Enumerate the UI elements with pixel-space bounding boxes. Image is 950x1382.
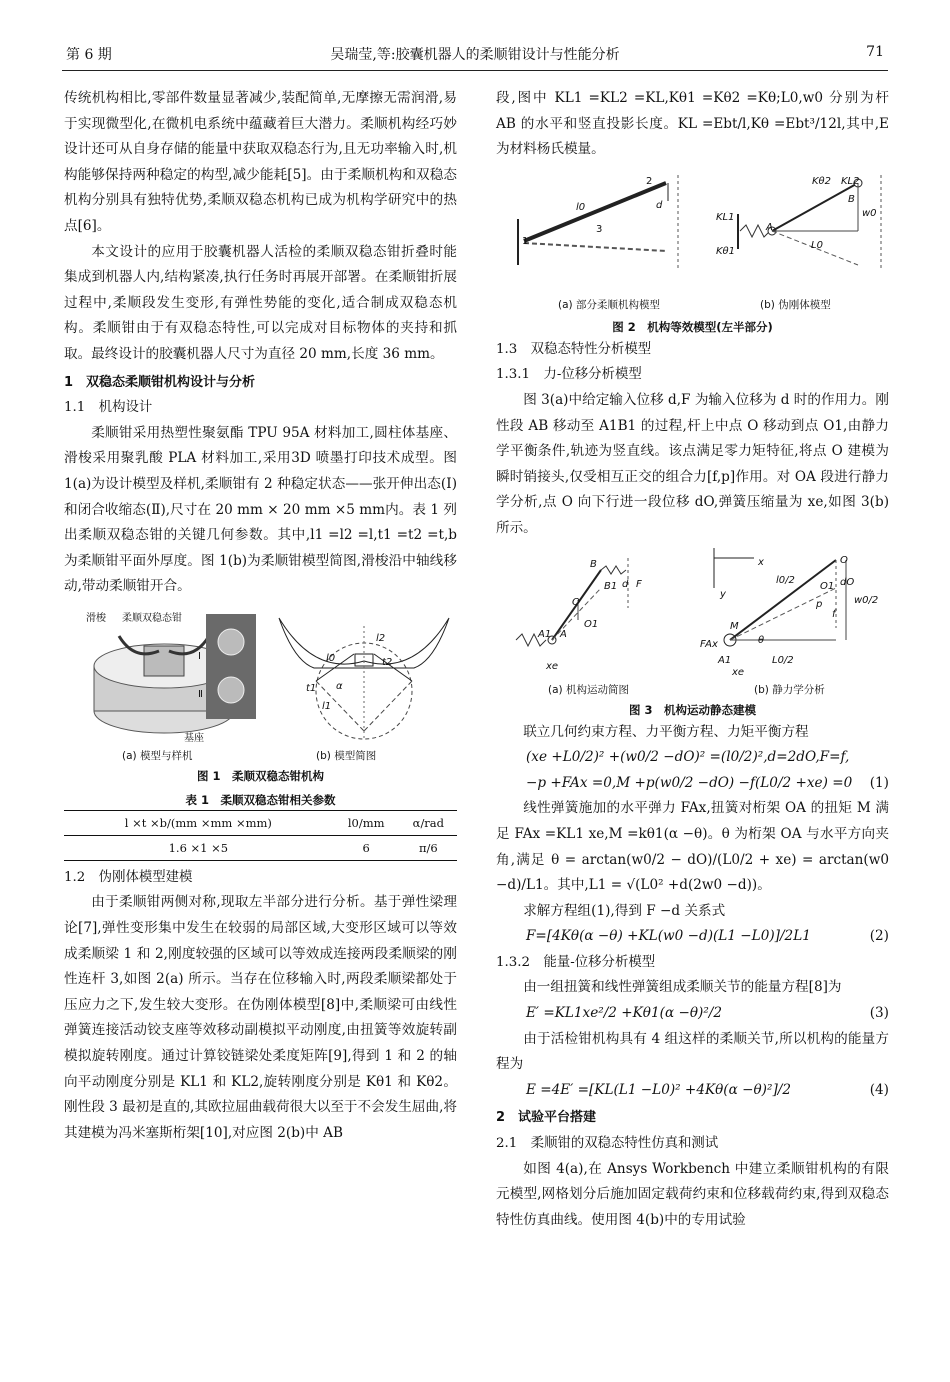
table-cell: 1.6 ×1 ×5 — [168, 840, 229, 855]
figure-1 — [64, 606, 457, 764]
label-O1: O1 — [584, 618, 599, 630]
label-w0-half: w0/2 — [854, 594, 879, 606]
paragraph: 由于活检钳机构具有 4 组这样的柔顺关节,所以机构的能量方程为 — [496, 1030, 889, 1073]
table-header: l0/mm — [347, 815, 385, 830]
paragraph: 由一组扭簧和线性弹簧组成柔顺关节的能量方程[8]为 — [523, 979, 842, 996]
label-KL2: KL2 — [841, 175, 860, 187]
subsection-heading: 1.3 双稳态特性分析模型 — [496, 341, 652, 357]
label-f: f — [832, 608, 836, 620]
sym-alpha: α — [336, 680, 343, 692]
label-2: 2 — [646, 175, 653, 187]
label-O1-b: O1 — [820, 580, 835, 592]
rigid-link-3 — [524, 183, 666, 241]
paragraph: 传统机构相比,零部件数量显著减少,装配简单,无摩擦无需润滑,易于实现微型化,在微机电系统中蕴藏着巨大潜力。柔顺机构经巧妙设计还可从自身存储的能量中获取双稳态行为,且无功率输入时,机构能够保持两种稳定的构型,减少能耗[5]。由于柔顺机构和双稳态机构分别具有独特优势,柔顺双稳态机构已成为机构学研究中的热点[6]。 — [64, 90, 457, 234]
label-M: M — [730, 620, 739, 632]
subsection-heading: 1.1 机构设计 — [64, 400, 153, 416]
equation-number: (3) — [869, 1005, 889, 1022]
table-header: α/rad — [412, 815, 445, 830]
equation-4: E =4E′ =[KL(L1 −L0)² +4Kθ(α −θ)²]/2 (4) — [496, 1078, 889, 1104]
subsection-heading: 1.2 伪刚体模型建模 — [64, 869, 193, 885]
label-xe: xe — [546, 660, 559, 672]
label-base: 基座 — [184, 732, 204, 744]
table-1-caption: 表 1 柔顺双稳态钳相关参数 — [185, 792, 336, 807]
running-title: 吴瑞莹,等:胶囊机器人的柔顺钳设计与性能分析 — [330, 47, 620, 63]
label-B: B — [590, 558, 597, 570]
label-w0: w0 — [862, 207, 877, 219]
subcaption-b: (b) 伪刚体模型 — [760, 298, 831, 311]
subsection-heading: 1.3.1 力-位移分析模型 — [496, 367, 642, 383]
figure-3 — [496, 548, 889, 698]
sym-l1: l1 — [322, 700, 332, 712]
page-header — [0, 44, 950, 66]
label-B: B — [848, 193, 855, 205]
label-Ktheta1: Kθ1 — [716, 245, 736, 257]
label-A: A — [766, 221, 773, 233]
label-y: y — [720, 588, 726, 600]
subcaption-a: (a) 机构运动简图 — [548, 683, 629, 696]
paragraph: 柔顺钳采用热塑性聚氨酯 TPU 95A 材料加工,圆柱体基座、滑梭采用聚乳酸 PLA 材料加工,采用3D 喷墨打印技术成型。图 1(a)为设计模型及样机,柔顺钳有 2 种稳定状态——张开伸出态(Ⅰ)和闭合收缩态(Ⅱ),尺寸在 20 mm × 20 mm ×5 mm内。表 1 列出柔顺双稳态钳的关键几何参数。其中,l1 =l2 =l,t1 =t2 =t,b 为柔顺钳平面外厚度。图 1(b)为柔顺钳模型简图,滑梭沿中轴线移动,带动柔顺钳开合。 — [64, 424, 457, 595]
figure-1-caption: 图 1 柔顺双稳态钳机构 — [196, 768, 324, 783]
label-A1: A1 — [538, 628, 552, 640]
equation-number: (1) — [869, 774, 889, 791]
prototype-state2 — [218, 677, 244, 703]
equation-number: (2) — [869, 928, 889, 945]
table-header: l ×t ×b/(mm ×mm ×mm) — [124, 815, 272, 830]
label-3: 3 — [596, 223, 603, 235]
subsection-heading: 1.3.2 能量-位移分析模型 — [496, 954, 656, 970]
header-rule — [62, 70, 888, 71]
label-x: x — [758, 556, 764, 568]
label-F: F — [636, 578, 642, 590]
table-cell: 6 — [362, 840, 370, 855]
paragraph: 线性弹簧施加的水平弹力 FAx,扭簧对桁架 OA 的扭矩 M 满足 FAx =KL1 xe,M =kθ1(α −θ)。θ 为桁架 OA 与水平方向夹角,满足 θ = arctan(w0/2 − dO)/(L0/2 + xe) = arctan(w0 −d)/L1。其中,L1 = √(L0² +d(2w0 −d))。 — [496, 800, 889, 894]
left-column — [64, 86, 457, 1146]
label-L0: L0 — [811, 239, 823, 251]
label-FAx: FAx — [700, 638, 718, 650]
subcaption-b: (b) 静力学分析 — [754, 683, 825, 696]
paragraph: 图 3(a)中给定输入位移 d,F 为输入位移为 d 时的作用力。刚性段 AB 移动至 A1B1 的过程,杆上中点 O 移动到点 O1,由静力学平衡条件,轨迹为竖直线。该点满足零力矩特征,将点 O 建模为瞬时销接头,仅受相互正交的组合力[f,p]作用。对 OA 段进行静力学分析,点 O 向下行进一段位移 dO,弹簧压缩量为 xe,如图 3(b) 所示。 — [496, 391, 889, 536]
sym-l0: l0 — [326, 652, 336, 664]
label-p: p — [816, 598, 823, 610]
label-O-b: O — [840, 554, 848, 566]
sym-t1: t1 — [306, 682, 317, 694]
label-Ktheta2: Kθ2 — [812, 175, 832, 187]
prototype-state1 — [218, 629, 244, 655]
paragraph: 求解方程组(1),得到 F −d 关系式 — [523, 902, 726, 919]
label-state1: Ⅰ — [198, 650, 201, 662]
right-column — [496, 86, 889, 1233]
subsection-heading: 2.1 柔顺钳的双稳态特性仿真和测试 — [496, 1136, 719, 1152]
label-O: O — [572, 596, 580, 608]
rigid-link-dashed — [524, 243, 666, 251]
label-l0-half: l0/2 — [776, 574, 795, 586]
table-1 — [64, 810, 457, 861]
equation-2: F=[4Kθ(α −θ) +KL(w0 −d)(L1 −L0)]/2L1 (2) — [496, 924, 889, 950]
figure-3-caption: 图 3 机构运动静态建模 — [628, 702, 756, 717]
label-B1: B1 — [604, 580, 618, 592]
issue-number: 第 6 期 — [66, 47, 112, 63]
equation-1b: −p +FAx =0,M +p(w0/2 −dO) −f(L0/2 +xe) =0 (1) — [496, 771, 889, 797]
label-slider: 滑梭 — [86, 612, 106, 624]
label-theta: θ — [758, 634, 765, 646]
table-row — [64, 835, 457, 860]
label-dO: dO — [840, 576, 855, 588]
label-KL1: KL1 — [716, 211, 735, 223]
section-heading: 2 试验平台搭建 — [496, 1110, 597, 1126]
paragraph: 由于柔顺钳两侧对称,现取左半部分进行分析。基于弹性梁理论[7],弹性变形集中发生在较弱的局部区域,大变形区域可以等效成柔顺梁 1 和 2,刚度较强的区域可以等效成连接两段柔顺梁的刚性连杆 3,如图 2(a) 所示。当存在位移输入时,两段柔顺梁都处于压应力之下,发生较大变形。在伪刚体模型[8]中,柔顺梁可由线性弹簧连接活动铰支座等效移动副模拟平动刚度,由扭簧等效旋转副模拟旋转刚度。通过计算铰链梁处柔度矩阵[9],得到 1 和 2 的轴向平动刚度分别是 KL1 和 KL2,旋转刚度分别是 Kθ1 和 Kθ2。刚性段 3 最初是直的,其欧拉屈曲载荷很大以至于不会发生屈曲,将其建模为冯米塞斯桁架[10],对应图 2(b)中 AB — [64, 894, 457, 1141]
sym-t2: t2 — [382, 656, 393, 668]
page-number: 71 — [866, 44, 884, 60]
label-L0-half: L0/2 — [772, 654, 794, 666]
equation-3: E′ =KL1xe²/2 +Kθ1(α −θ)²/2 (3) — [496, 1001, 889, 1027]
table-cell: π/6 — [418, 840, 438, 855]
equation-number: (4) — [869, 1081, 889, 1098]
subcaption-a: (a) 部分柔顺机构模型 — [558, 298, 660, 311]
label-d: d — [622, 578, 629, 590]
equation-1a: (xe +L0/2)² +(w0/2 −dO)² =(l0/2)²,d=2dO,F=f, — [526, 749, 850, 766]
section-heading: 1 双稳态柔顺钳机构设计与分析 — [64, 374, 256, 390]
figure-2 — [496, 169, 889, 315]
label-A1-b: A1 — [718, 654, 732, 666]
slider-block — [144, 646, 184, 676]
label-l0: l0 — [576, 201, 586, 213]
paragraph: 段,图中 KL1 =KL2 =KL,Kθ1 =Kθ2 =Kθ;L0,w0 分别为杆 AB 的水平和竖直投影长度。KL =Ebt/l,Kθ =Ebt³/12l,其中,E 为材料杨氏模量。 — [496, 90, 889, 158]
sketch-slider — [355, 654, 373, 666]
sketch-link-dashed-right — [364, 681, 412, 731]
subcaption-a: (a) 模型与样机 — [122, 749, 193, 762]
subcaption-b: (b) 模型简图 — [316, 749, 377, 762]
label-xe-b: xe — [732, 666, 745, 678]
label-d: d — [656, 199, 663, 211]
label-1: 1 — [522, 235, 529, 247]
label-A: A — [560, 628, 567, 640]
figure-2-caption: 图 2 机构等效模型(左半部分) — [612, 319, 773, 334]
paragraph: 如图 4(a),在 Ansys Workbench 中建立柔顺钳机构的有限元模型,网格划分后施加固定载荷约束和位移载荷约束,得到双稳态特性仿真曲线。使用图 4(b)中的专用试验 — [496, 1160, 889, 1228]
label-gripper: 柔顺双稳态钳 — [122, 612, 182, 624]
paragraph: 联立几何约束方程、力平衡方程、力矩平衡方程 — [523, 723, 809, 740]
sym-l2: l2 — [376, 632, 386, 644]
label-state2: Ⅱ — [198, 688, 203, 700]
paragraph: 本文设计的应用于胶囊机器人活检的柔顺双稳态钳折叠时能集成到机器人内,结构紧凑,执行任务时再展开部署。在柔顺钳折展过程中,柔顺段发生变形,有弹性势能的变化,适合制成双稳态机构。柔顺钳由于有双稳态特性,可以完成对目标物体的夹持和抓取。最终设计的胶囊机器人尺寸为直径 20 mm,长度 36 mm。 — [64, 243, 457, 362]
